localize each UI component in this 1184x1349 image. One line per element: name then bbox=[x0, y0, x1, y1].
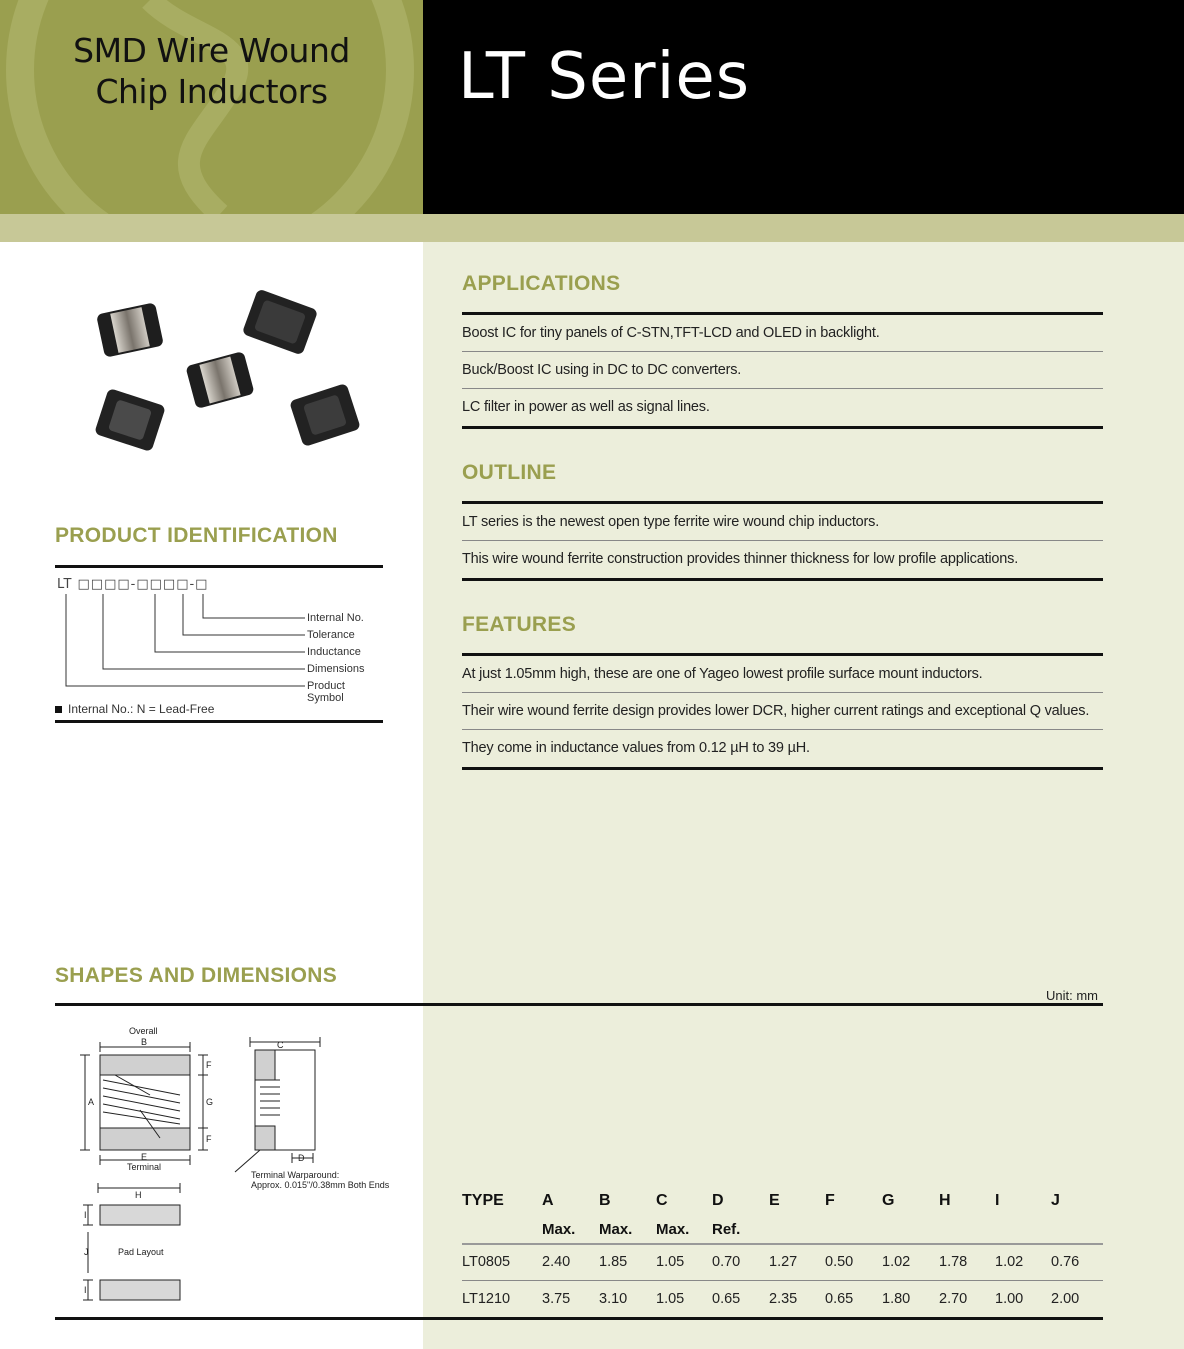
product-identification-diagram bbox=[55, 565, 383, 723]
pad-layout-label: Pad Layout bbox=[118, 1247, 164, 1257]
table-cell: 2.00 bbox=[1051, 1291, 1080, 1307]
column-subheader: Max. bbox=[599, 1221, 633, 1238]
features-heading: FEATURES bbox=[462, 613, 577, 636]
table-cell: 2.40 bbox=[542, 1254, 571, 1270]
table-cell: 3.75 bbox=[542, 1291, 571, 1307]
table-cell: 0.65 bbox=[825, 1291, 854, 1307]
table-cell: 1.80 bbox=[882, 1291, 911, 1307]
dim-f-bottom-label: F bbox=[206, 1134, 212, 1144]
inductor-chip-4 bbox=[94, 388, 166, 452]
dimension-drawing bbox=[55, 1020, 415, 1320]
column-subheader bbox=[1051, 1216, 1079, 1244]
column-header: TYPE bbox=[462, 1192, 504, 1209]
column-subheader: Ref. bbox=[712, 1221, 741, 1238]
dim-i-top-label: I bbox=[84, 1210, 87, 1220]
column-header: C bbox=[656, 1192, 668, 1209]
product-photo bbox=[55, 270, 385, 480]
table-bottom-rule bbox=[55, 1317, 1103, 1320]
table-cell: LT1210 bbox=[462, 1291, 511, 1307]
inductor-chip-2 bbox=[242, 289, 319, 356]
warparound-note: Approx. 0.015"/0.38mm Both Ends bbox=[251, 1180, 390, 1190]
label-tolerance: Tolerance bbox=[307, 629, 355, 641]
column-subheader bbox=[939, 1216, 967, 1244]
table-cell: 1.02 bbox=[882, 1254, 911, 1270]
dim-c-label: C bbox=[277, 1040, 284, 1050]
overall-label: Overall bbox=[129, 1026, 158, 1036]
list-item: Their wire wound ferrite design provides lower DCR, higher current ratings and exceptional Q values. bbox=[462, 693, 1103, 730]
table-column-h bbox=[939, 1186, 967, 1318]
table-column-e bbox=[769, 1186, 797, 1318]
column-subheader bbox=[995, 1216, 1023, 1244]
column-subheader: Max. bbox=[656, 1221, 690, 1238]
dim-d-label: D bbox=[298, 1153, 305, 1163]
header-subtitle bbox=[0, 30, 423, 112]
list-item: LT series is the newest open type ferrite wire wound chip inductors. bbox=[462, 504, 1103, 541]
warparound-label: Terminal Warparound: bbox=[251, 1170, 340, 1180]
top-terminal bbox=[100, 1055, 190, 1075]
list-item: At just 1.05mm high, these are one of Yageo lowest profile surface mount inductors. bbox=[462, 656, 1103, 693]
shapes-dimensions-heading: SHAPES AND DIMENSIONS bbox=[55, 964, 338, 987]
table-cell: 0.50 bbox=[825, 1254, 854, 1270]
table-cell: 2.70 bbox=[939, 1291, 968, 1307]
table-column-d bbox=[712, 1186, 740, 1318]
applications-heading: APPLICATIONS bbox=[462, 272, 621, 295]
table-column-f bbox=[825, 1186, 853, 1318]
header-subtitle-line1: SMD Wire Wound bbox=[73, 31, 350, 70]
column-header: E bbox=[769, 1192, 780, 1209]
bullet-square-icon bbox=[55, 706, 62, 713]
column-header: G bbox=[882, 1192, 895, 1209]
section-rule bbox=[55, 1003, 1103, 1006]
dim-j-label: J bbox=[84, 1247, 89, 1257]
column-subheader bbox=[825, 1216, 853, 1244]
header-title-panel bbox=[423, 0, 1184, 214]
inductor-chip-1 bbox=[96, 302, 164, 358]
outline-list bbox=[462, 501, 1103, 581]
table-cell: 1.85 bbox=[599, 1254, 628, 1270]
dim-i-bottom-label: I bbox=[84, 1285, 87, 1295]
table-cell: 3.10 bbox=[599, 1291, 628, 1307]
applications-list bbox=[462, 312, 1103, 429]
column-subheader bbox=[882, 1216, 910, 1244]
table-cell: LT0805 bbox=[462, 1254, 511, 1270]
dim-e-label: E bbox=[141, 1152, 148, 1162]
table-column-type bbox=[462, 1186, 510, 1318]
header-subtitle-line2: Chip Inductors bbox=[95, 72, 328, 111]
label-inductance: Inductance bbox=[307, 646, 361, 658]
product-identification-heading: PRODUCT IDENTIFICATION bbox=[55, 524, 338, 547]
column-header: J bbox=[1051, 1192, 1060, 1209]
side-coil bbox=[260, 1080, 280, 1115]
inductor-chip-3 bbox=[185, 351, 254, 409]
inductor-chip-5 bbox=[289, 383, 361, 447]
part-number-code: LT □□□□-□□□□-□ bbox=[57, 577, 209, 592]
table-cell: 1.05 bbox=[656, 1291, 685, 1307]
table-column-i bbox=[995, 1186, 1023, 1318]
page-title: LT Series bbox=[458, 40, 751, 114]
features-list bbox=[462, 653, 1103, 770]
list-item: They come in inductance values from 0.12 µH to 39 µH. bbox=[462, 740, 810, 756]
lead-free-note bbox=[55, 702, 214, 716]
table-cell: 1.78 bbox=[939, 1254, 968, 1270]
column-header: D bbox=[712, 1192, 724, 1209]
bottom-terminal bbox=[100, 1128, 190, 1150]
unit-label: Unit: mm bbox=[1046, 988, 1098, 1003]
column-header: F bbox=[825, 1192, 835, 1209]
column-header: I bbox=[995, 1192, 1000, 1209]
label-dimensions: Dimensions bbox=[307, 663, 365, 675]
header-brand-panel bbox=[0, 0, 423, 214]
table-cell: 1.00 bbox=[995, 1291, 1024, 1307]
dim-g-label: G bbox=[206, 1097, 214, 1107]
table-cell: 0.70 bbox=[712, 1254, 741, 1270]
pad-bottom bbox=[100, 1280, 180, 1300]
dim-h-label: H bbox=[135, 1190, 142, 1200]
label-internal-no: Internal No. bbox=[307, 612, 364, 624]
column-header: B bbox=[599, 1192, 611, 1209]
table-column-j bbox=[1051, 1186, 1079, 1318]
table-cell: 1.02 bbox=[995, 1254, 1024, 1270]
table-cell: 1.05 bbox=[656, 1254, 685, 1270]
column-subheader: Max. bbox=[542, 1221, 576, 1238]
outline-heading: OUTLINE bbox=[462, 461, 557, 484]
table-column-g bbox=[882, 1186, 910, 1318]
table-column-a bbox=[542, 1186, 575, 1318]
table-column-c bbox=[656, 1186, 689, 1318]
list-item: Buck/Boost IC using in DC to DC converters. bbox=[462, 352, 1103, 389]
column-header: H bbox=[939, 1192, 951, 1209]
dim-b-label: B bbox=[141, 1037, 148, 1047]
label-product-symbol: Product Symbol bbox=[307, 680, 345, 704]
table-cell: 2.35 bbox=[769, 1291, 798, 1307]
list-item: Boost IC for tiny panels of C-STN,TFT-LCD and OLED in backlight. bbox=[462, 315, 1103, 352]
column-subheader bbox=[769, 1216, 797, 1244]
lead-free-note-text: Internal No.: N = Lead-Free bbox=[68, 702, 215, 716]
dim-a-label: A bbox=[88, 1097, 95, 1107]
terminal-label: Terminal bbox=[127, 1162, 162, 1172]
table-column-b bbox=[599, 1186, 632, 1318]
dim-f-top-label: F bbox=[206, 1060, 212, 1070]
table-cell: 0.65 bbox=[712, 1291, 741, 1307]
list-item: LC filter in power as well as signal lines. bbox=[462, 399, 710, 415]
pad-top bbox=[100, 1205, 180, 1225]
column-subheader bbox=[462, 1216, 510, 1244]
column-header: A bbox=[542, 1192, 554, 1209]
table-cell: 1.27 bbox=[769, 1254, 798, 1270]
table-cell: 0.76 bbox=[1051, 1254, 1080, 1270]
header-band bbox=[0, 214, 1184, 242]
list-item: This wire wound ferrite construction provides thinner thickness for low profile applications. bbox=[462, 551, 1019, 567]
